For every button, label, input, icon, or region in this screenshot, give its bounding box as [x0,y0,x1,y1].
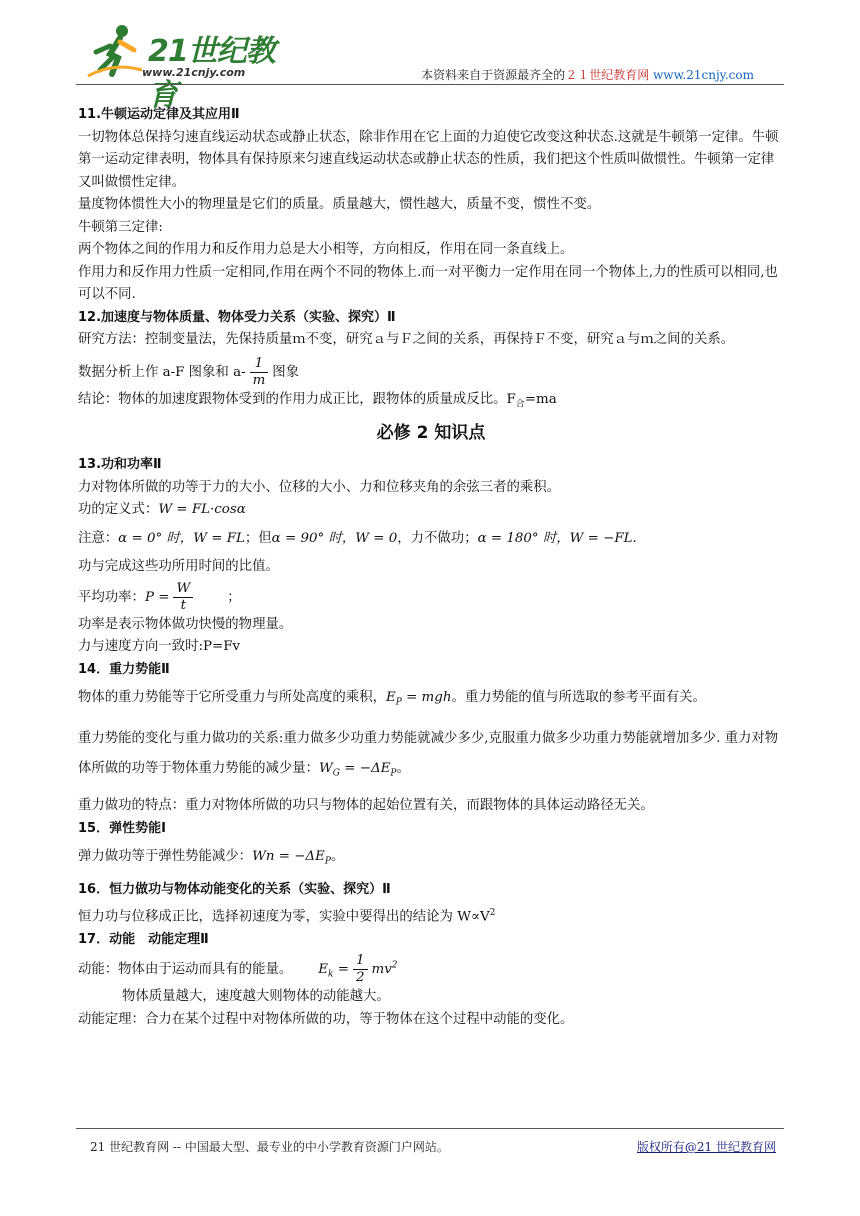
paragraph: 功与完成这些功所用时间的比值。 [78,559,279,575]
fraction-numerator: 1 [353,953,368,970]
section-15-title: 15．弹性势能Ⅰ [78,820,166,836]
formula: E [318,962,329,978]
text: 图象 [272,364,300,380]
formula: α = 90° 时，W = 0 [271,530,398,546]
site-logo[interactable] [84,22,294,113]
text: ，力不做功； [397,530,478,546]
fraction-w-over-t [173,581,193,614]
formula: = −ΔE [340,761,391,777]
paragraph: 两个物体之间的作用力和反作用力总是大小相等，方向相反，作用在同一条直线上。 [78,242,574,257]
source-site[interactable]: ２１世纪教育网 [565,68,650,82]
paragraph: 研究方法：控制变量法，先保持质量ｍ不变，研究ａ与Ｆ之间的关系，再保持Ｆ不变，研究ａ与ｍ之间的关系。 [78,332,735,347]
paragraph [78,389,784,416]
subscript: G [332,769,340,780]
text: ； [227,589,241,605]
copyright-link[interactable]: 版权所有@21 世纪教育网 [636,1140,776,1154]
formula: Wn = −ΔE [252,849,325,865]
text: ；但 [244,530,272,546]
text: 平均功率： [78,589,145,605]
fraction-numerator: W [173,581,193,598]
text: 。 [330,849,345,865]
subscript: P [395,697,402,708]
fraction-denominator: t [180,597,187,613]
work-formula: W = FL·cosα [158,502,246,518]
subscript: P [324,856,331,867]
text: 弹力做功等于弹性势能减少： [78,849,253,865]
formula: α = 180° 时，W = −FL. [477,530,637,546]
paragraph [78,846,784,873]
logo-url: www.21cnjy.com [142,66,246,79]
formula: = mgh [401,690,452,706]
fraction-1-over-m [250,356,269,389]
subscript: k [328,969,334,980]
header-source-line [421,66,754,83]
formula-line [78,528,784,551]
text: 。重力势能的值与所选取的参考平面有关。 [451,690,706,706]
section-13-title: 13.功和功率Ⅱ [78,457,162,473]
paragraph: 力对物体所做的功等于力的大小、位移的大小、力和位移夹角的余弦三者的乘积。 [78,479,561,495]
subscript: 合 [515,399,525,410]
section-11-title: 11.牛顿运动定律及其应用Ⅱ [78,107,240,122]
text: 数据分析上作 a-F 图象和 a- [78,364,246,380]
paragraph: 重力做功的特点：重力对物体所做的功只与物体的起始位置有关，而跟物体的具体运动路径无关。 [78,798,654,814]
formula: W [319,761,333,777]
text: 恒力功与位移成正比，选择初速度为零，实验中要得出的结论为 W∝V [78,909,490,925]
footer-divider [76,1128,784,1129]
formula: α = 0° 时，W = FL [118,530,245,546]
formula: = [333,962,349,978]
paragraph: 动能定理：合力在某个过程中对物体所做的功，等于物体在这个过程中动能的变化。 [78,1011,574,1027]
superscript: 2 [489,907,496,918]
paragraph [78,902,784,929]
section-heading: 必修 2 知识点 [376,422,486,443]
paragraph: 量度物体惯性大小的物理量是它们的质量。质量越大，惯性越大，质量不变，惯性不变。 [78,197,601,212]
formula-line [78,953,784,986]
footer-text: 21 世纪教育网 -- 中国最大型、最专业的中小学教育资源门户网站。 [90,1140,449,1154]
fraction-denominator: 2 [355,970,365,986]
source-prefix: 本资料来自于资源最齐全的 [421,68,566,82]
paragraph-with-fraction [78,356,784,389]
subscript: P [390,769,397,780]
source-url[interactable]: www.21cnjy.com [653,68,754,82]
paragraph: 力与速度方向一致时:P=Fv [78,639,241,655]
superscript: 2 [391,960,398,971]
formula: P = [144,589,170,605]
logo-text: 21世纪教育 [148,34,275,113]
paragraph [78,724,784,789]
section-17-title: 17．动能 动能定理Ⅱ [78,931,209,947]
text: 动能：物体由于运动而具有的能量。 [78,962,293,978]
paragraph: 作用力和反作用力性质一定相同,作用在两个不同的物体上.而一对平衡力一定作用在同一个物体上,力的性质可以相同,也可以不同. [78,264,778,302]
fraction-numerator: 1 [250,356,269,373]
formula: E [385,690,396,706]
paragraph: 功率是表示物体做功快慢的物理量。 [78,616,293,632]
text: 功的定义式： [78,502,159,518]
fraction-one-half [353,953,368,986]
text: 注意： [78,530,119,546]
text: 结论：物体的加速度跟物体受到的作用力成正比，跟物体的质量成反比。F [78,391,516,407]
formula: mv [371,962,392,978]
text: =ma [524,391,557,407]
header-divider [76,84,784,85]
runner-icon [84,22,144,80]
content-body [78,104,784,1031]
text: 重力势能的变化与重力做功的关系:重力做多少功重力势能就减少多少,克服重力做多少功重力势能就增加多少. 重力对物体所做的功等于物体重力势能的减少量： [78,731,779,777]
formula-line [78,499,784,522]
paragraph: 一切物体总保持匀速直线运动状态或静止状态，除非作用在它上面的力迫使它改变这种状态.这就是牛顿第一定律。牛顿第一运动定律表明，物体具有保持原来匀速直线运动状态或静止状态的性质，我们把这个性质叫做惯性。牛顿第一定律又叫做惯性定律。 [78,129,779,190]
section-16-title: 16．恒力做功与物体动能变化的关系（实验、探究）Ⅱ [78,882,391,898]
text: 。 [396,761,410,777]
paragraph [78,687,784,714]
section-14-title: 14．重力势能Ⅱ [78,661,170,677]
fraction-denominator: m [252,372,266,388]
section-12-title: 12.加速度与物体质量、物体受力关系（实验、探究）Ⅱ [78,309,396,325]
text: 物体的重力势能等于它所受重力与所处高度的乘积， [78,690,386,706]
paragraph: 牛顿第三定律: [78,219,163,235]
formula-line [78,581,784,614]
paragraph: 物体质量越大，速度越大则物体的动能越大。 [122,989,390,1005]
